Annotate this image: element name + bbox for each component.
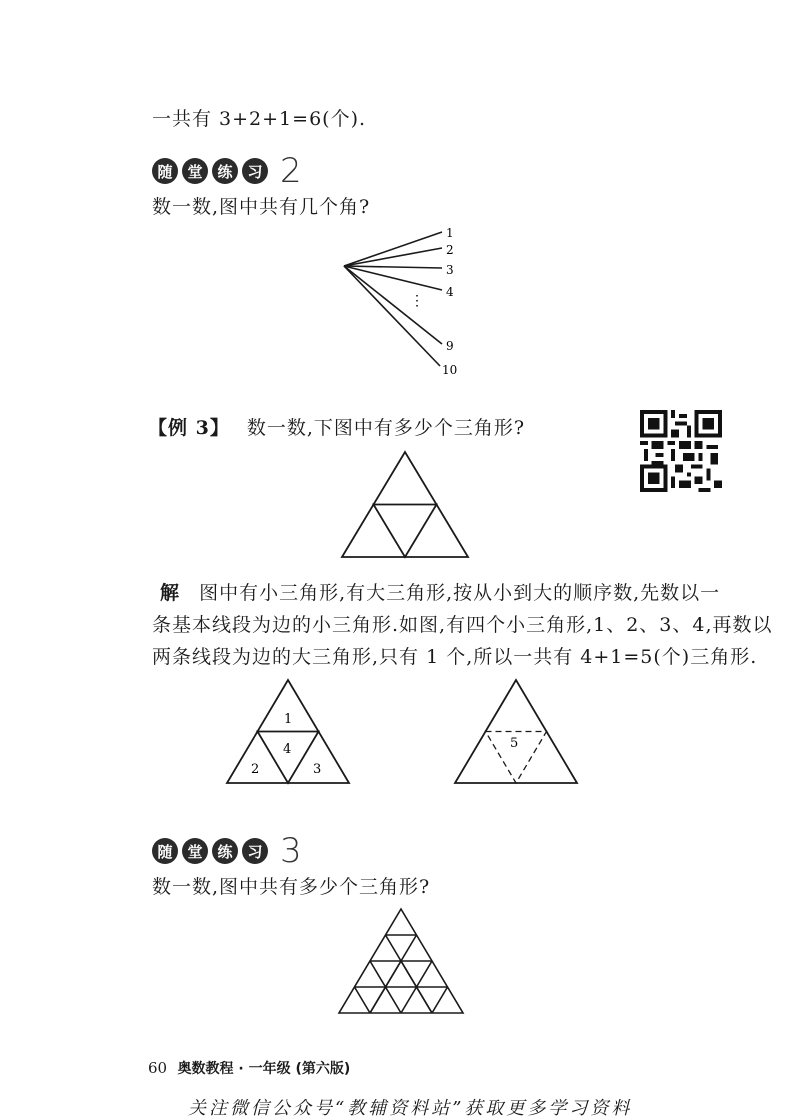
ray-label: 3: [446, 263, 454, 277]
ray-10: [344, 266, 440, 366]
practice-number: 2: [280, 151, 302, 191]
practice-badge-char: 随: [152, 158, 178, 184]
triangle-grid-figure: [336, 906, 468, 1016]
example-label: 【例 3】: [148, 417, 230, 439]
solution-text: 图中有小三角形,有大三角形,按从小到大的顺序数,先数以一: [199, 582, 721, 604]
practice-badge-char: 堂: [182, 838, 208, 864]
triangle-label: 2: [251, 762, 260, 777]
ray-label: 1: [446, 226, 454, 240]
book-title: 奥数教程 · 一年级 (第六版): [177, 1061, 351, 1077]
triangle-label: 5: [510, 736, 519, 751]
page-number: 60: [148, 1059, 168, 1077]
practice-badge-char: 堂: [182, 158, 208, 184]
solution-line-3: 两条线段为边的大三角形,只有 1 个,所以一共有 4+1=5(个)三角形.: [152, 646, 758, 668]
ray-1: [344, 232, 442, 266]
watermark-text: 关注微信公众号“教辅资料站”获取更多学习资料: [188, 1098, 633, 1119]
solution-line-1: [160, 578, 720, 605]
page-footer: [148, 1058, 350, 1078]
solution-line-2: 条基本线段为边的小三角形.如图,有四个小三角形,1、2、3、4,再数以: [152, 614, 773, 636]
triangle-label: 4: [283, 742, 292, 757]
practice-badge-char: 练: [212, 158, 238, 184]
practice-badge-char: 练: [212, 838, 238, 864]
small-triangles-figure: [224, 676, 352, 786]
example-triangle-figure: [338, 448, 472, 560]
intro-line: 一共有 3+2+1=6(个).: [152, 108, 367, 130]
ray-ellipsis: ⋮: [410, 293, 424, 309]
ray-2: [344, 248, 442, 266]
qr-code[interactable]: [640, 410, 722, 492]
example-question: 数一数,下图中有多少个三角形?: [246, 417, 526, 439]
ray-label: 4: [446, 285, 454, 299]
ray-label: 9: [446, 339, 454, 353]
large-triangle-figure: [452, 676, 580, 786]
ray-label: 2: [446, 243, 454, 257]
practice-2-heading: [152, 151, 302, 191]
triangle-label: 3: [313, 762, 322, 777]
example-3: [148, 413, 525, 440]
practice-number: 3: [280, 831, 302, 871]
practice-3-heading: [152, 831, 302, 871]
ray-3: [344, 266, 442, 268]
practice-badge-char: 随: [152, 838, 178, 864]
practice-badge-char: 习: [242, 838, 268, 864]
practice-2-question: 数一数,图中共有几个角?: [152, 196, 371, 218]
triangle-label: 1: [284, 712, 293, 727]
solution-lead: 解: [160, 582, 181, 604]
practice-badge-char: 习: [242, 158, 268, 184]
angle-rays-figure: [330, 222, 470, 382]
practice-3-question: 数一数,图中共有多少个三角形?: [152, 876, 431, 898]
ray-label: 10: [442, 363, 458, 377]
